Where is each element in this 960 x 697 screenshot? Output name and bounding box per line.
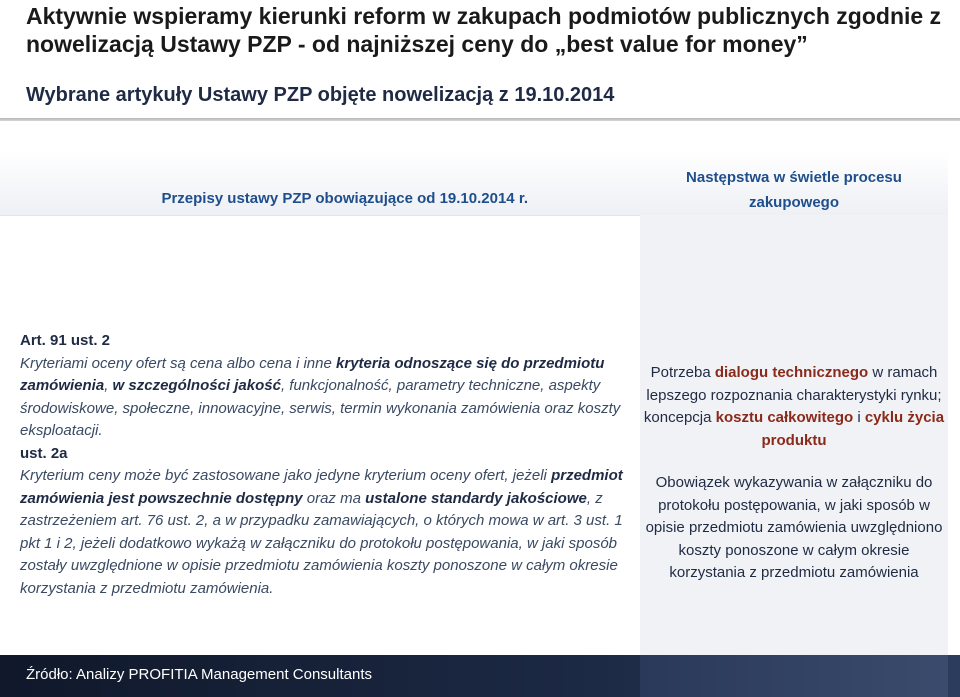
right-column-heading: Następstwa w świetle procesu zakupowego xyxy=(640,150,948,215)
subsection-paragraph: Kryterium ceny może być zastosowane jako jedyne kryterium oceny ofert, jeżeli przedmiot zamówienia jest powszechnie dostępny oraz ma ustalone standardy jakościowe, z zastrzeżeniem art. 76 ust. 2, a w przypadku zamawiających, o których mowa w art. 3 ust. 1 pkt 1 i 2, jeżeli dodatkowo wykażą w załączniku do protokołu postępowania, w jaki sposób zostały uwzględnione w opisie przedmiotu zamówienia koszty ponoszone w całym okresie korzystania z przedmiotu zamówienia. xyxy=(20,467,623,597)
page-title: Aktywnie wspieramy kierunki reform w zakupach podmiotów publicznych zgodnie z nowelizacją Ustawy PZP - od najniższej ceny do „best value for money” xyxy=(26,3,942,57)
footer-bar xyxy=(0,655,960,697)
subsection-label: ust. 2a xyxy=(20,444,68,462)
legal-text-block xyxy=(20,330,640,600)
article-label: Art. 91 ust. 2 xyxy=(20,332,111,349)
footer-right-panel xyxy=(640,655,948,697)
left-column-header xyxy=(0,150,640,216)
consequence-2: Obowiązek wykazywania w załączniku do protokołu postępowania, w jaki sposób w opisie przedmiotu zamówienia uwzględniono koszty ponoszone w całym okresie korzystania z przedmiotu zamówienia xyxy=(645,474,943,581)
article-paragraph: Kryteriami oceny ofert są cena albo cena i inne kryteria odnoszące się do przedmiotu zamówienia, w szczególności jakość, funkcjonalność, parametry techniczne, aspekty środowiskowe, społeczne, innowacyjne, serwis, termin wykonania zamówienia oraz koszty eksploatacji. xyxy=(20,354,621,439)
left-column-heading: Przepisy ustawy PZP obowiązujące od 19.10.2014 r. xyxy=(161,190,528,207)
page-subtitle: Wybrane artykuły Ustawy PZP objęte nowelizacją z 19.10.2014 xyxy=(26,84,615,106)
source-note: Źródło: Analizy PROFITIA Management Consultants xyxy=(26,666,372,683)
header-divider xyxy=(0,118,960,121)
consequence-1: Potrzeba dialogu technicznego w ramach lepszego rozpoznania charakterystyki rynku; koncepcja kosztu całkowitego i cyklu życia produktu xyxy=(643,364,945,449)
